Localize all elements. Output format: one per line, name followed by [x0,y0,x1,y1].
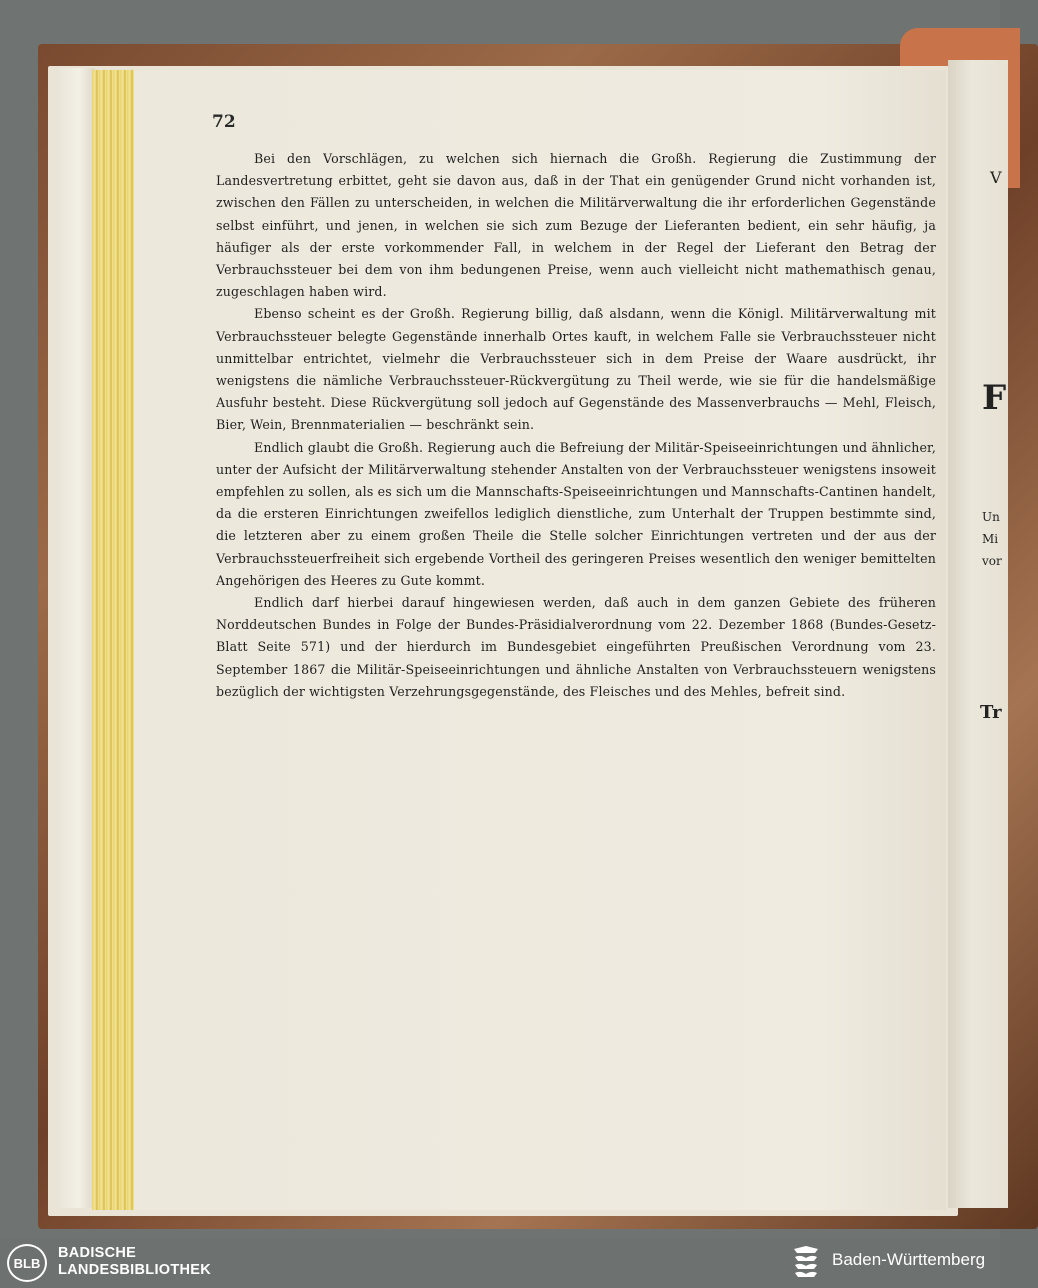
facing-fragment: Tr [980,702,1002,723]
paragraph: Endlich darf hierbei darauf hingewiesen werden, daß auch in dem ganzen Gebiete des früheren Norddeutschen Bundes in Folge der Bundes-Präsidialverordnung vom 22. Dezember 1868 (Bundes-Gesetz-Blatt Seite 571) und der hierdurch im Bundesgebiet eingeführten Preußischen Verordnung vom 23. September 1867 die Militär-Speiseeinrichtungen und ähnliche Anstalten von Verbrauchssteuern wenigstens bezüglich der wichtigsten Verzehrungsgegenstände, des Fleisches und des Mehles, befreit sind. [216,595,936,699]
paragraph: Endlich glaubt die Großh. Regierung auch die Befreiung der Militär-Speiseeinrichtungen und ähnlicher, unter der Aufsicht der Militärverwaltung stehender Anstalten von der Verbrauchssteuer wenigstens insoweit empfehlen zu sollen, als es sich um die Mannschafts-Speiseeinrichtungen und Mannschafts-Cantinen handelt, da die ersteren Einrichtungen zweifellos lediglich dienstliche, zum Unterhalt der Truppen bestimmte sind, die letzteren aber zu einem großen Theile die Stelle solcher Einrichtungen vertreten und der aus der Verbrauchssteuerfreiheit sich ergebende Vortheil des geringeren Preises wesentlich den weniger bemittelten Angehörigen des Heeres zu Gute kommt. [216,439,936,588]
state-name[interactable]: Baden-Württemberg [832,1250,986,1269]
body-text [216,148,936,703]
facing-fragment: vor [982,554,1002,568]
library-name[interactable] [58,1245,211,1279]
facing-fragment: F [982,378,1007,418]
page-edges [55,68,95,1208]
library-name-line1: BADISCHE [58,1245,137,1261]
facing-fragment: Mi [982,532,999,546]
page-number: 72 [212,112,236,132]
facing-page [948,60,1008,1208]
blb-logo[interactable]: BLB [7,1244,47,1282]
gilt-edge [92,70,134,1210]
paragraph: Bei den Vorschlägen, zu welchen sich hiernach die Großh. Regierung die Zustimmung der Landesvertretung erbittet, geht sie davon aus, daß in der That ein genügender Grund nicht vorhanden ist, zwischen den Fällen zu unterscheiden, in welchen die Militärverwaltung die ihr erforderlichen Gegenstände selbst einführt, und jenen, in welchen sie sich zum Bezuge der Lieferanten bedient, ein sehr häufig, ja häufiger als der erste vorkommender Fall, in welchem in der Regel der Lieferant den Betrag der Verbrauchssteuer bei dem von ihm bedungenen Preise, wenn auch vielleicht nicht mathemathisch genau, zugeschlagen haben wird. [216,151,936,300]
facing-fragment: Un [982,510,1000,524]
paragraph: Ebenso scheint es der Großh. Regierung billig, daß alsdann, wenn die Königl. Militärverwaltung mit Verbrauchssteuer belegte Gegenstände innerhalb Ortes kauft, in welchem Falle sie Verbrauchssteuer nicht unmittelbar entrichtet, vielmehr die Verbrauchssteuer sich in dem Preise der Waare ausdrückt, ihr wenigstens die nämliche Verbrauchssteuer-Rückvergütung zu Theil werde, wie sie für die handelsmäßige Ausfuhr besteht. Diese Rückvergütung soll jedoch auf Gegenstände des Massenverbrauchs — Mehl, Fleisch, Bier, Wein, Brennmaterialien — beschränkt sein. [216,306,936,433]
lions-coat-of-arms-icon [790,1244,822,1282]
footer-bar [0,1238,1000,1288]
library-name-line2: LANDESBIBLIOTHEK [58,1262,212,1278]
facing-fragment: V [990,168,1002,187]
